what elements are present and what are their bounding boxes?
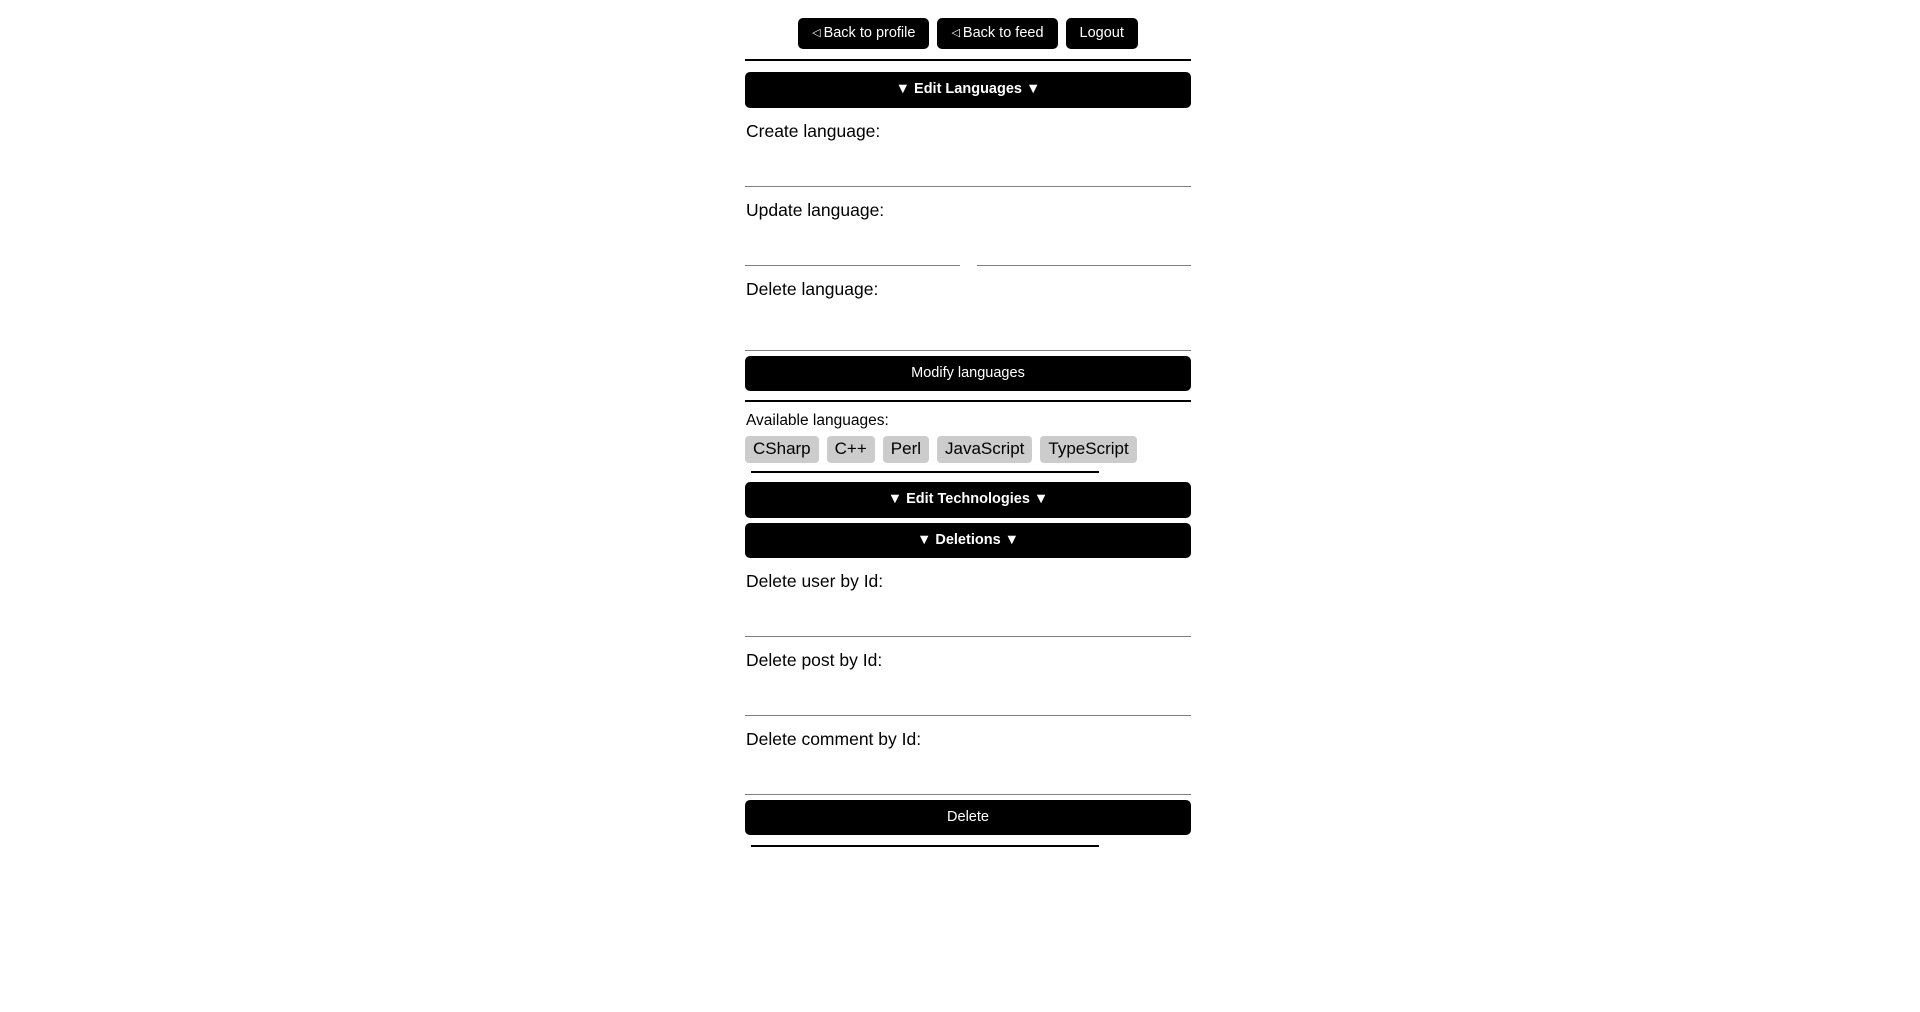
delete-comment-input[interactable] [745, 772, 1191, 795]
delete-comment-label: Delete comment by Id: [746, 728, 922, 749]
back-to-feed-button[interactable] [937, 18, 1057, 49]
language-chip[interactable]: Perl [883, 436, 929, 463]
divider-bottom [751, 845, 1099, 847]
delete-user-input[interactable] [745, 614, 1191, 637]
delete-post-input[interactable] [745, 693, 1191, 716]
language-chip[interactable]: C++ [827, 436, 875, 463]
center-column [745, 0, 1191, 847]
update-language-old-input[interactable] [745, 243, 960, 266]
divider-top [745, 59, 1191, 61]
triangle-left-icon: ◁ [951, 27, 960, 39]
logout-label: Logout [1079, 25, 1124, 41]
update-language-row [745, 243, 1191, 266]
available-languages-list [745, 436, 1191, 463]
edit-languages-section-toggle[interactable]: ▼ Edit Languages ▼ [745, 72, 1191, 107]
language-chip[interactable]: CSharp [745, 436, 819, 463]
logout-button[interactable] [1066, 18, 1138, 49]
delete-language-input[interactable] [745, 328, 1191, 351]
divider-after-modify [745, 400, 1191, 402]
spacer [745, 518, 1191, 523]
back-to-profile-label: Back to profile [823, 25, 916, 41]
available-languages-label: Available languages: [746, 412, 889, 430]
update-language-label: Update language: [746, 199, 885, 220]
triangle-left-icon: ◁ [812, 27, 821, 39]
back-to-profile-button[interactable] [798, 18, 929, 49]
edit-technologies-section-toggle[interactable]: ▼ Edit Technologies ▼ [745, 482, 1191, 517]
divider-after-languages [751, 471, 1099, 473]
delete-user-label: Delete user by Id: [746, 570, 884, 591]
language-chip[interactable]: TypeScript [1040, 436, 1136, 463]
top-navigation-bar [745, 0, 1191, 49]
delete-post-label: Delete post by Id: [746, 649, 883, 670]
update-language-new-input[interactable] [977, 243, 1192, 266]
delete-language-label: Delete language: [746, 278, 879, 299]
delete-button[interactable]: Delete [745, 800, 1191, 835]
deletions-section-toggle[interactable]: ▼ Deletions ▼ [745, 523, 1191, 558]
create-language-input[interactable] [745, 164, 1191, 187]
modify-languages-button[interactable]: Modify languages [745, 356, 1191, 391]
language-chip[interactable]: JavaScript [937, 436, 1032, 463]
create-language-label: Create language: [746, 120, 881, 141]
back-to-feed-label: Back to feed [962, 25, 1044, 41]
